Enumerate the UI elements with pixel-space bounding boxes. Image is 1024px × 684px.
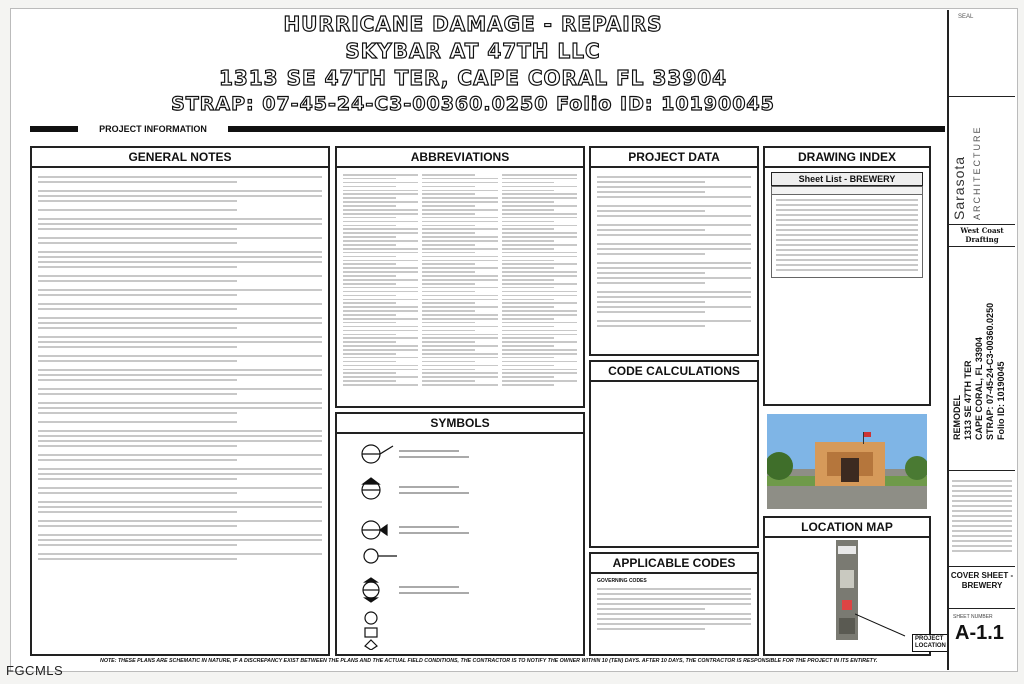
project-data-title: PROJECT DATA [591,148,757,168]
sheet-list-table [771,186,923,278]
project-location-label [912,634,949,652]
sheet-title: COVER SHEET - BREWERY [950,571,1014,590]
symbols-title: SYMBOLS [337,414,583,434]
project-location-label-line1: PROJECT [915,636,944,642]
section-symbol [362,478,380,499]
general-notes-text [38,176,322,563]
applicable-codes-list [597,588,751,633]
title-line-4: STRAP: 07-45-24-C3-00360.0250 Folio ID: 10190045 [171,93,775,115]
detail-symbol [362,445,393,463]
symbols-legend [357,440,557,650]
project-information-label: PROJECT INFORMATION [78,121,228,137]
mls-watermark: FGCMLS [6,663,64,678]
applicable-codes-title: APPLICABLE CODES [591,554,757,574]
symbols-panel [335,412,585,656]
project-location-label-line2: LOCATION [915,643,946,649]
sheet-number-divider [949,608,1015,609]
project-address-vertical: REMODEL 1313 SE 47TH TER CAPE CORAL, FL 33904 STRAP: 07-45-24-C3-00360.0250 Folio ID: 10190045 [952,302,1006,440]
sheet-list-title: Sheet List - BREWERY [771,172,923,186]
revision-table [952,480,1012,555]
sheet-title-divider [949,566,1015,567]
drafting-divider [949,246,1015,247]
sheet-number-label: SHEET NUMBER [953,614,993,620]
firm-divider [949,224,1015,225]
elevation-symbol [362,521,387,539]
drafting-firm: West Coast Drafting [960,226,1004,244]
project-location-callout [855,610,915,650]
project-data-table [597,176,751,330]
building-photo-art [767,414,927,509]
window-tag-symbol [365,628,377,637]
applicable-codes-panel [589,552,759,656]
title-line-3: 1313 SE 47TH TER, CAPE CORAL FL 33904 [218,66,728,90]
general-notes-title: GENERAL NOTES [32,148,328,168]
seal-label: SEAL [958,14,974,20]
title-line-2: SKYBAR AT 47TH LLC [345,39,601,63]
footer-note: NOTE: THESE PLANS ARE SCHEMATIC IN NATURE, IF A DISCREPANCY EXIST BETWEEN THE PLANS AND THE ACTUAL FIELD CONDITIONS, THE CONTRACTOR IS TO NOTIFY THE OWNER WITHIN 10 (TEN) DAYS. AFTER 10 DAYS, THE CONTRACTOR IS RESPONSIBLE FOR THE PROJECT IN ITS ENTIRETY. [100,658,878,664]
abbreviations-table [343,174,577,400]
location-map-title: LOCATION MAP [765,518,929,538]
door-tag-symbol [365,612,377,624]
sheet-number: A-1.1 [955,622,1004,644]
project-data-panel [589,146,759,356]
abbreviations-title: ABBREVIATIONS [337,148,583,168]
interior-elevation-symbol [363,578,379,602]
building-photo [767,414,927,509]
firm-subtitle: ARCHITECTURE [972,125,982,220]
address-divider [949,470,1015,471]
grid-line-symbol [364,549,397,563]
firm-name: Sarasota [951,155,967,220]
abbreviations-panel [335,146,585,408]
governing-codes-subtitle: GOVERNING CODES [597,578,647,584]
general-notes-panel [30,146,330,656]
drawing-index-panel [763,146,931,406]
seal-divider [949,96,1015,97]
code-calculations-title: CODE CALCULATIONS [591,362,757,382]
code-calculations-panel [589,360,759,548]
wall-type-symbol [365,640,377,650]
title-line-1: HURRICANE DAMAGE - REPAIRS [283,12,663,36]
drawing-index-title: DRAWING INDEX [765,148,929,168]
